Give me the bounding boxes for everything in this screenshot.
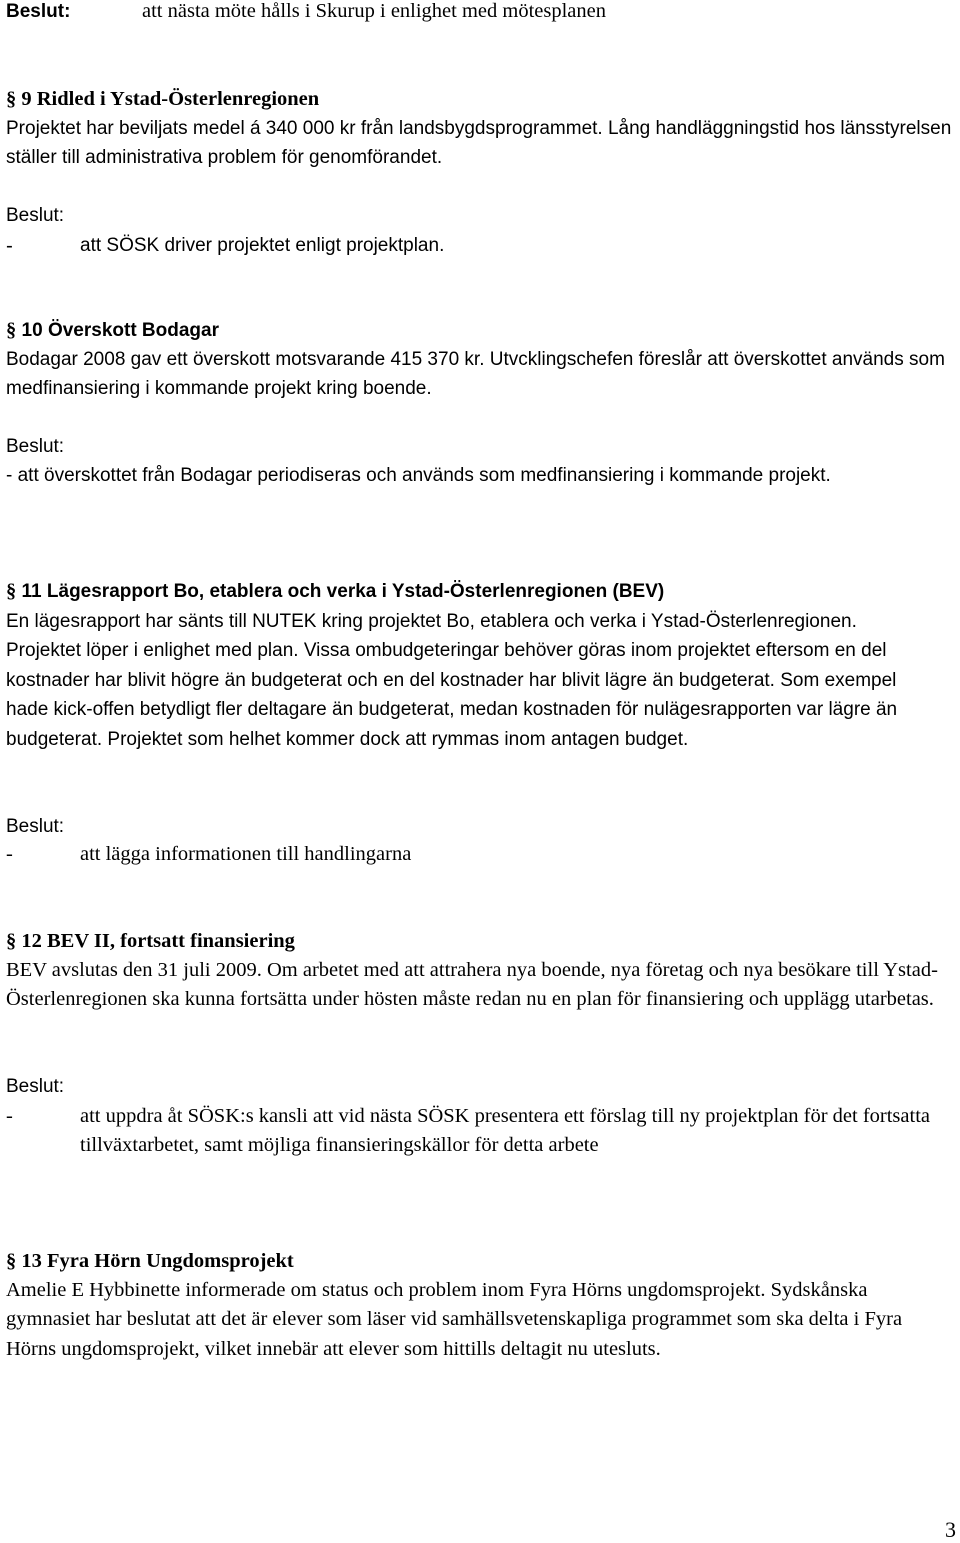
beslut-label: Beslut:	[6, 1, 71, 22]
section-body-11-d: Projektet som helhet kommer dock att rymmas inom antagen budget.	[107, 728, 689, 750]
beslut-label-10: Beslut:	[6, 436, 65, 457]
beslut-dash-11: -	[6, 843, 13, 865]
section-sign-icon: §	[6, 580, 17, 602]
beslut-text-11: att lägga informationen till handlingarna	[80, 843, 412, 865]
beslut-label-11: Beslut:	[6, 816, 65, 837]
beslut-text-10-content: - att överskottet från Bodagar periodiseras och används som medfinansiering i kommande projekt.	[6, 465, 831, 486]
section-body-9-text: Projektet har beviljats medel á 340 000 kr från landsbygdsprogrammet. Lång handläggningstid hos länsstyrelsen ställer till administrativa problem för genomförandet.	[6, 118, 952, 169]
section-heading-11	[6, 577, 664, 606]
section-body-9	[6, 114, 954, 173]
section-body-10-a: Bodagar 2008 gav ett överskott motsvarande 415 370 kr.	[6, 349, 490, 370]
section-heading-13	[6, 1247, 294, 1276]
top-decision	[6, 0, 607, 26]
section-body-13	[6, 1276, 954, 1364]
section-title-12: 12 BEV II, fortsatt finansiering	[21, 930, 295, 952]
section-heading-12	[6, 927, 295, 956]
section-body-11-a: En lägesrapport har sänts till NUTEK kring projektet Bo, etablera och verka i Ystad-Österlenregionen. Projektet löper i enlighet med plan.	[6, 611, 857, 662]
section-title-13: 13 Fyra Hörn Ungdomsprojekt	[21, 1250, 294, 1272]
section-body-11-b: Vissa ombudgeteringar behöver göras inom projektet eftersom en del kostnader har blivit högre än budgeterat och en del kostnader har blivit lägre än budgeterat.	[6, 640, 887, 691]
section-body-13-text: Amelie E Hybbinette informerade om status och problem inom Fyra Hörns ungdomsprojekt. Sydskånska gymnasiet har beslutat att det är elever som läser vid samhällsvetenskapliga programmet som ska delta i Fyra Hörns ungdomsprojekt, vilket innebär att elever som hittills deltagit nu utesluts.	[6, 1279, 903, 1360]
beslut-dash-9: -	[6, 234, 13, 257]
section-sign-icon: §	[6, 88, 17, 110]
beslut-dash-12: -	[6, 1105, 13, 1127]
section-title-9: 9 Ridled i Ystad-Österlenregionen	[21, 88, 320, 110]
section-title-10: 10 Överskott Bodagar	[21, 320, 219, 341]
beslut-text-10	[6, 461, 920, 490]
section-sign-icon: §	[6, 319, 17, 341]
section-body-10	[6, 345, 954, 404]
section-sign-icon: §	[6, 930, 17, 952]
section-body-11	[6, 607, 900, 754]
beslut-text-12: att uppdra åt SÖSK:s kansli att vid nästa SÖSK presentera ett förslag till ny projektplan för det fortsatta tillväxtarbetet, samt möjliga finansieringskällor för detta arbete	[80, 1105, 930, 1157]
section-body-10-b: Utvcklingschefen föreslår att överskottet används som medfinansiering i kommande projekt kring boende.	[6, 349, 945, 400]
section-heading-9	[6, 85, 319, 114]
section-heading-10	[6, 316, 219, 345]
section-body-12	[6, 956, 956, 1015]
beslut-label-9: Beslut:	[6, 205, 65, 226]
section-body-12-b: Om arbetet med att attrahera nya boende, nya företag och nya besökare till Ystad-Österlenregionen ska kunna fortsätta under hösten måste redan nu en plan för finansiering och upplägg utarbetas.	[6, 959, 938, 1011]
page-number: 3	[945, 1517, 956, 1542]
beslut-label-12: Beslut:	[6, 1076, 65, 1097]
top-decision-text: att nästa möte hålls i Skurup i enlighet med mötesplanen	[142, 0, 607, 22]
beslut-text-9: att SÖSK driver projektet enligt projektplan.	[80, 235, 445, 256]
section-sign-icon: §	[6, 1250, 17, 1272]
section-body-11-c: Som exempel hade kick-offen betydligt fler deltagare än budgeterat, medan kostnaden för nulägesrapporten var lägre än budgeterat.	[6, 669, 898, 750]
section-title-11: 11 Lägesrapport Bo, etablera och verka i Ystad-Österlenregionen (BEV)	[21, 581, 665, 602]
section-body-12-a: BEV avslutas den 31 juli 2009.	[6, 959, 267, 981]
